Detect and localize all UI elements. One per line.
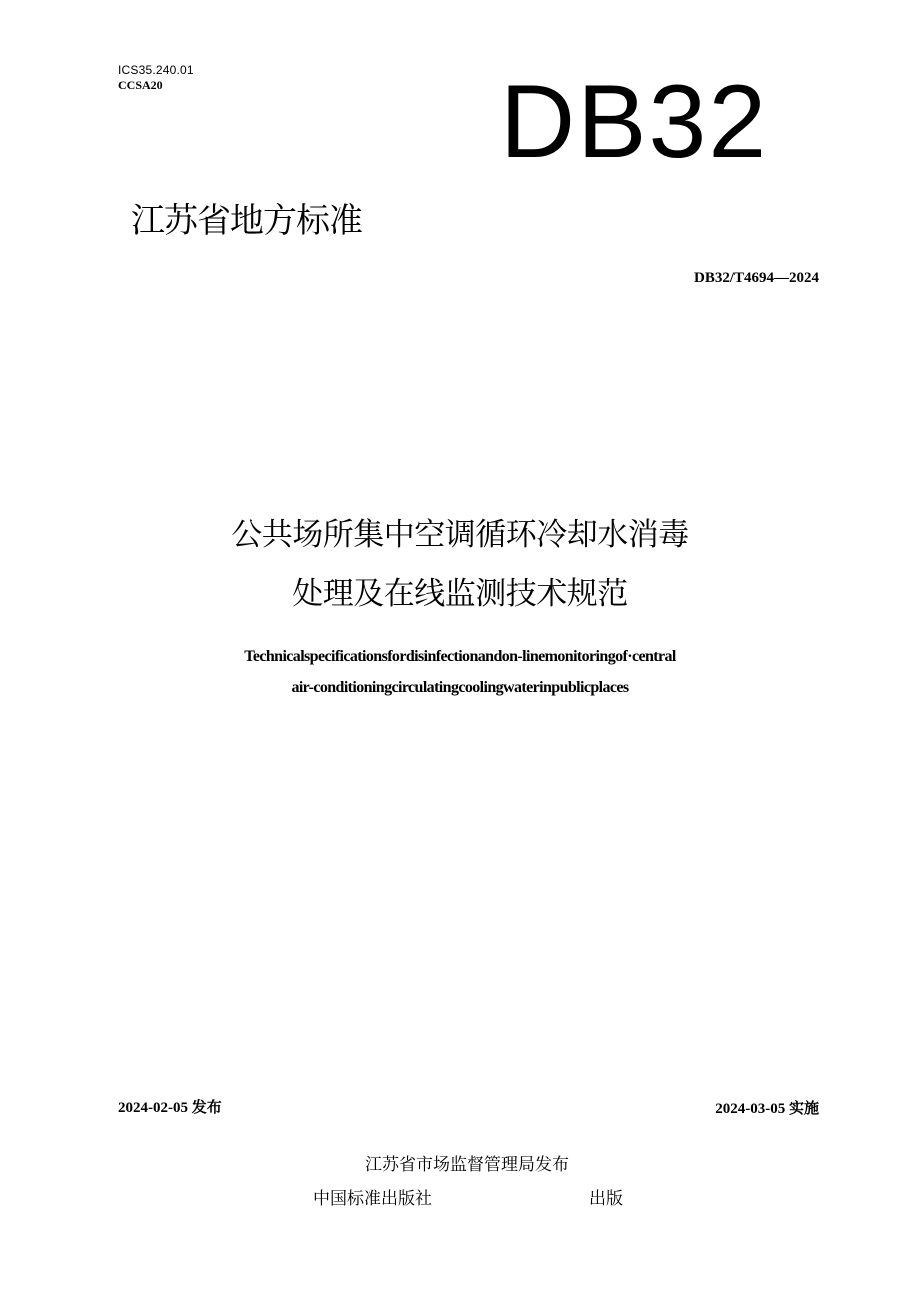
title-en-line2: air-conditioningcirculatingcoolingwaterinpublicplaces [291, 679, 629, 696]
db32-logo: DB32 [500, 64, 769, 180]
publish-word: 出版 [589, 1189, 623, 1209]
title-cn-line2: 处理及在线监测技术规范 [292, 576, 628, 612]
implementation-date: 2024-03-05 实施 [715, 1101, 819, 1117]
ccs-code: CCSA20 [118, 78, 163, 92]
issue-date: 2024-02-05 发布 [118, 1100, 222, 1116]
publisher: 中国标准出版社 [313, 1189, 432, 1209]
title-en-line1: Technicalspecificationsfordisinfectionandon-linemonitoringof·central [244, 648, 676, 665]
standard-type: 江苏省地方标准 [131, 201, 362, 241]
title-cn-line1: 公共场所集中空调循环冷却水消毒 [231, 517, 689, 553]
issuer: 江苏省市场监督管理局发布 [365, 1155, 569, 1175]
ics-code: ICS35.240.01 [118, 63, 194, 77]
standard-code: DB32/T4694—2024 [693, 270, 819, 286]
